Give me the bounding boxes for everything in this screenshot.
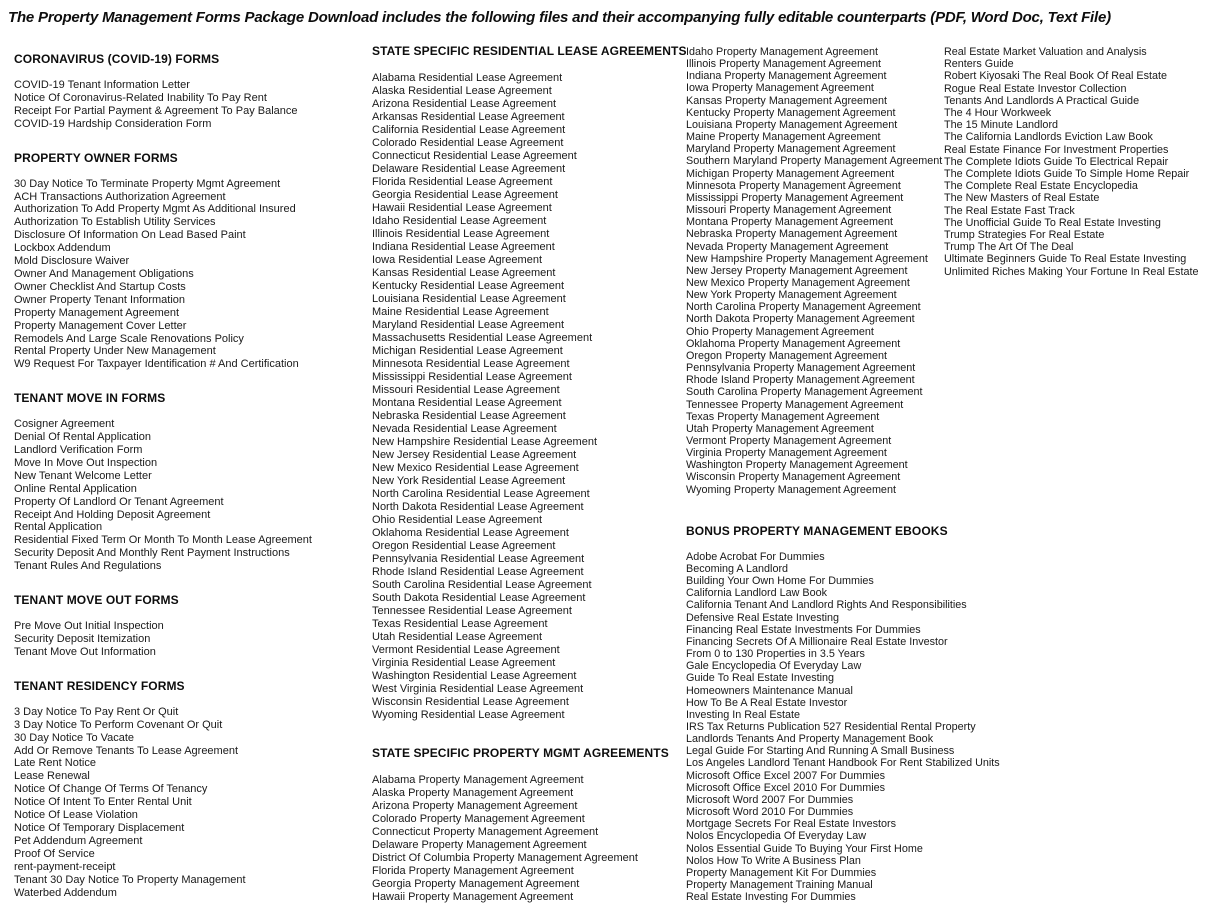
list-item: Receipt For Partial Payment & Agreement To Pay Balance xyxy=(14,104,298,117)
list-item: Notice Of Intent To Enter Rental Unit xyxy=(14,796,192,809)
list-item: Arizona Property Management Agreement xyxy=(372,800,578,812)
list-item: California Tenant And Landlord Rights And Responsibilities xyxy=(686,599,967,612)
list-item: The 4 Hour Workweek xyxy=(944,107,1052,120)
list-item: California Residential Lease Agreement xyxy=(372,124,566,136)
list-item: Owner Checklist And Startup Costs xyxy=(14,280,186,293)
list-item: Idaho Property Management Agreement xyxy=(686,46,879,58)
list-item: Massachusetts Residential Lease Agreement xyxy=(372,332,593,344)
list-item: Maryland Residential Lease Agreement xyxy=(372,319,565,331)
list-item: Nolos How To Write A Business Plan xyxy=(686,854,861,867)
list-item: Notice Of Temporary Displacement xyxy=(14,821,185,834)
list-item: Legal Guide For Starting And Running A Small Business xyxy=(686,745,955,758)
list-item: Add Or Remove Tenants To Lease Agreement xyxy=(14,744,239,757)
list-item: New Mexico Property Management Agreement xyxy=(686,276,910,289)
list-item: New Hampshire Property Management Agreement xyxy=(686,252,928,265)
section xyxy=(372,44,687,722)
list-item: North Carolina Property Management Agreement xyxy=(686,301,921,314)
list-item: Robert Kiyosaki The Real Book Of Real Estate xyxy=(944,70,1168,83)
list-item: Notice Of Coronavirus-Related Inability To Pay Rent xyxy=(14,91,267,104)
section-heading: STATE SPECIFIC RESIDENTIAL LEASE AGREEMENTS xyxy=(372,44,687,58)
list-item: Missouri Property Management Agreement xyxy=(686,204,892,217)
section xyxy=(14,391,366,573)
list-item: Kentucky Residential Lease Agreement xyxy=(372,280,565,292)
list-item: New Jersey Property Management Agreement xyxy=(686,264,908,277)
list-item: 3 Day Notice To Perform Covenant Or Quit xyxy=(14,718,223,731)
list-item: Arizona Residential Lease Agreement xyxy=(372,98,557,110)
list-item: Texas Residential Lease Agreement xyxy=(372,618,548,630)
list-item: Disclosure Of Information On Lead Based Paint xyxy=(14,229,246,242)
section-heading: STATE SPECIFIC PROPERTY MGMT AGREEMENTS xyxy=(372,746,669,760)
list-item: Wisconsin Property Management Agreement xyxy=(686,471,901,484)
list-item: Illinois Residential Lease Agreement xyxy=(372,228,550,240)
list-item: Louisiana Property Management Agreement xyxy=(686,118,898,131)
list-item: rent-payment-receipt xyxy=(14,860,116,873)
list-item: Oregon Property Management Agreement xyxy=(686,349,888,362)
list-item: Financing Secrets Of A Millionaire Real Estate Investor xyxy=(686,635,948,648)
list-item: Authorization To Add Property Mgmt As Additional Insured xyxy=(14,203,296,216)
list-item: Property Management Cover Letter xyxy=(14,319,187,332)
list-item: Gale Encyclopedia Of Everyday Law xyxy=(686,660,862,673)
list-item: ACH Transactions Authorization Agreement xyxy=(14,190,226,203)
list-item: Rogue Real Estate Investor Collection xyxy=(944,82,1127,95)
column-forms xyxy=(14,45,366,899)
list-item: Vermont Residential Lease Agreement xyxy=(372,644,560,656)
list-item: District Of Columbia Property Management Agreement xyxy=(372,852,638,864)
list-item: Proof Of Service xyxy=(14,847,95,860)
list-item: Utah Residential Lease Agreement xyxy=(372,631,542,643)
section xyxy=(944,46,1206,278)
section xyxy=(686,46,942,496)
list-item: Real Estate Market Valuation and Analysis xyxy=(944,46,1147,58)
list-item: The Complete Idiots Guide To Simple Home Repair xyxy=(944,168,1190,181)
list-item: Indiana Residential Lease Agreement xyxy=(372,241,555,253)
list-item: Tennessee Property Management Agreement xyxy=(686,398,904,411)
list-item: Waterbed Addendum xyxy=(14,886,117,899)
list-item: Remodels And Large Scale Renovations Policy xyxy=(14,332,244,345)
list-item: Oklahoma Property Management Agreement xyxy=(686,337,901,350)
list-item: Mold Disclosure Waiver xyxy=(14,255,130,268)
list-item: Tenant Rules And Regulations xyxy=(14,560,162,573)
list-item: Illinois Property Management Agreement xyxy=(686,58,882,71)
list-item: Wisconsin Residential Lease Agreement xyxy=(372,696,569,708)
list-item: Defensive Real Estate Investing xyxy=(686,611,840,624)
list-item: Denial Of Rental Application xyxy=(14,431,151,444)
list-item: Property Management Training Manual xyxy=(686,879,873,891)
list-item: Ohio Property Management Agreement xyxy=(686,325,874,338)
section-heading: BONUS PROPERTY MANAGEMENT EBOOKS xyxy=(686,523,948,538)
list-item: Nebraska Residential Lease Agreement xyxy=(372,410,566,422)
list-item: Microsoft Office Excel 2010 For Dummies xyxy=(686,781,886,794)
list-item: Online Rental Application xyxy=(14,482,137,495)
list-item: New Jersey Residential Lease Agreement xyxy=(372,449,577,461)
section xyxy=(14,593,366,659)
list-item: New Hampshire Residential Lease Agreement xyxy=(372,436,598,448)
list-item: North Dakota Property Management Agreement xyxy=(686,313,915,326)
list-item: The California Landlords Eviction Law Book xyxy=(944,131,1153,144)
list-item: Delaware Property Management Agreement xyxy=(372,839,587,851)
list-item: Connecticut Residential Lease Agreement xyxy=(372,150,577,162)
list-item: Nolos Essential Guide To Buying Your First Home xyxy=(686,842,923,855)
list-item: Authorization To Establish Utility Services xyxy=(14,216,216,229)
list-item: South Dakota Residential Lease Agreement xyxy=(372,592,586,604)
list-item: Ohio Residential Lease Agreement xyxy=(372,514,542,526)
list-item: 3 Day Notice To Pay Rent Or Quit xyxy=(14,705,179,718)
list-item: Oklahoma Residential Lease Agreement xyxy=(372,527,569,539)
list-item: The Complete Idiots Guide To Electrical Repair xyxy=(944,155,1169,168)
list-item: Late Rent Notice xyxy=(14,757,96,770)
list-item: Colorado Property Management Agreement xyxy=(372,813,585,825)
list-item: Montana Property Management Agreement xyxy=(686,216,894,229)
list-item: Maryland Property Management Agreement xyxy=(686,143,896,156)
list-item: Wyoming Property Management Agreement xyxy=(686,483,896,496)
list-item: From 0 to 130 Properties in 3.5 Years xyxy=(686,648,865,661)
section-heading: TENANT MOVE IN FORMS xyxy=(14,391,166,406)
list-item: Building Your Own Home For Dummies xyxy=(686,575,874,588)
list-item: How To Be A Real Estate Investor xyxy=(686,696,848,709)
list-item: California Landlord Law Book xyxy=(686,587,828,600)
list-item: COVID-19 Tenant Information Letter xyxy=(14,79,190,91)
page-title: The Property Management Forms Package Download includes the following files and their accompanying fully editable counterparts (PDF, Word Doc, Text File) xyxy=(8,9,1111,26)
section xyxy=(14,679,366,900)
list-item: Tenant 30 Day Notice To Property Management xyxy=(14,873,246,886)
list-item: Guide To Real Estate Investing xyxy=(686,672,835,685)
section xyxy=(686,523,1000,904)
list-item: Montana Residential Lease Agreement xyxy=(372,397,562,409)
list-item: Property Management Kit For Dummies xyxy=(686,866,877,879)
list-item: Real Estate Investing For Dummies xyxy=(686,891,856,904)
list-item: New York Property Management Agreement xyxy=(686,289,897,302)
list-item: New Mexico Residential Lease Agreement xyxy=(372,462,579,474)
list-item: Real Estate Finance For Investment Properties xyxy=(944,143,1169,156)
list-item: Maine Residential Lease Agreement xyxy=(372,306,549,318)
list-item: Nebraska Property Management Agreement xyxy=(686,228,898,241)
list-item: Notice Of Lease Violation xyxy=(14,809,138,822)
list-item: Alaska Residential Lease Agreement xyxy=(372,85,552,97)
list-item: Arkansas Residential Lease Agreement xyxy=(372,111,565,123)
list-item: Property Management Agreement xyxy=(14,306,180,319)
list-item: Virginia Residential Lease Agreement xyxy=(372,657,556,669)
list-item: Security Deposit Itemization xyxy=(14,633,151,645)
list-item: Alabama Residential Lease Agreement xyxy=(372,72,563,84)
list-item: Trump Strategies For Real Estate xyxy=(944,229,1105,242)
list-item: Missouri Residential Lease Agreement xyxy=(372,384,560,396)
list-item: Michigan Residential Lease Agreement xyxy=(372,345,563,357)
list-item: Microsoft Word 2010 For Dummies xyxy=(686,806,854,819)
list-item: Owner Property Tenant Information xyxy=(14,293,185,306)
list-item: Alaska Property Management Agreement xyxy=(372,787,574,799)
list-item: Trump The Art Of The Deal xyxy=(944,241,1074,254)
list-item: The Unofficial Guide To Real Estate Investing xyxy=(944,216,1161,229)
list-item: Minnesota Residential Lease Agreement xyxy=(372,358,570,370)
list-item: The Real Estate Fast Track xyxy=(944,204,1075,217)
list-item: Maine Property Management Agreement xyxy=(686,131,881,144)
list-item: Iowa Residential Lease Agreement xyxy=(372,254,542,266)
list-item: Homeowners Maintenance Manual xyxy=(686,684,853,697)
list-item: Lease Renewal xyxy=(14,770,90,783)
list-item: The New Masters of Real Estate xyxy=(944,192,1100,205)
list-item: Tenant Move Out Information xyxy=(14,645,156,658)
list-item: Investing In Real Estate xyxy=(686,708,801,721)
list-item: The Complete Real Estate Encyclopedia xyxy=(944,180,1138,193)
list-item: Microsoft Office Excel 2007 For Dummies xyxy=(686,769,886,782)
list-item: Georgia Property Management Agreement xyxy=(372,878,580,890)
list-item: Renters Guide xyxy=(944,58,1014,71)
list-item: Indiana Property Management Agreement xyxy=(686,70,887,83)
list-item: Colorado Residential Lease Agreement xyxy=(372,137,564,149)
list-item: Minnesota Property Management Agreement xyxy=(686,179,901,192)
list-item: Rental Application xyxy=(14,521,103,534)
list-item: South Carolina Property Management Agreement xyxy=(686,386,923,399)
list-item: Pet Addendum Agreement xyxy=(14,834,143,847)
list-item: Hawaii Property Management Agreement xyxy=(372,891,574,903)
list-item: Mortgage Secrets For Real Estate Investors xyxy=(686,818,897,831)
list-item: Kansas Property Management Agreement xyxy=(686,94,888,107)
list-item: Texas Property Management Agreement xyxy=(686,410,880,423)
list-item: Utah Property Management Agreement xyxy=(686,422,874,435)
list-item: Nevada Residential Lease Agreement xyxy=(372,423,557,435)
list-item: 30 Day Notice To Terminate Property Mgmt Agreement xyxy=(14,177,281,190)
list-item: Mississippi Property Management Agreement xyxy=(686,191,904,204)
list-item: Pennsylvania Property Management Agreement xyxy=(686,362,916,375)
column-ebooks-continued xyxy=(944,46,1206,278)
list-item: Receipt And Holding Deposit Agreement xyxy=(14,508,211,521)
list-item: Residential Fixed Term Or Month To Month Lease Agreement xyxy=(14,534,312,547)
list-item: Move In Move Out Inspection xyxy=(14,456,158,469)
list-item: Financing Real Estate Investments For Dummies xyxy=(686,623,921,636)
list-item: Becoming A Landlord xyxy=(686,562,789,575)
section-heading: PROPERTY OWNER FORMS xyxy=(14,150,178,165)
list-item: Washington Residential Lease Agreement xyxy=(372,670,577,682)
list-item: Connecticut Property Management Agreement xyxy=(372,826,599,838)
list-item: Florida Residential Lease Agreement xyxy=(372,176,553,188)
list-item: Nevada Property Management Agreement xyxy=(686,240,889,253)
list-item: Tennessee Residential Lease Agreement xyxy=(372,605,572,617)
list-item: Louisiana Residential Lease Agreement xyxy=(372,293,566,305)
list-item: Unlimited Riches Making Your Fortune In Real Estate xyxy=(944,265,1199,278)
list-item: New Tenant Welcome Letter xyxy=(14,469,152,482)
list-item: New York Residential Lease Agreement xyxy=(372,475,566,487)
list-item: Rhode Island Residential Lease Agreement xyxy=(372,566,584,578)
list-item: Mississippi Residential Lease Agreement xyxy=(372,371,572,383)
list-item: Pennsylvania Residential Lease Agreement xyxy=(372,553,585,565)
list-item: Owner And Management Obligations xyxy=(14,267,194,280)
list-item: Property Of Landlord Or Tenant Agreement xyxy=(14,495,224,508)
list-item: Hawaii Residential Lease Agreement xyxy=(372,202,552,214)
list-item: Virginia Property Management Agreement xyxy=(686,447,887,460)
list-item: Washington Property Management Agreement xyxy=(686,459,908,472)
list-item: Rhode Island Property Management Agreement xyxy=(686,374,915,387)
list-item: Southern Maryland Property Management Agreement xyxy=(686,155,943,168)
section-heading: TENANT MOVE OUT FORMS xyxy=(14,593,179,608)
list-item: Microsoft Word 2007 For Dummies xyxy=(686,793,854,806)
list-item: Adobe Acrobat For Dummies xyxy=(686,550,825,563)
list-item: Landlords Tenants And Property Management Book xyxy=(686,733,934,746)
section xyxy=(14,52,366,131)
list-item: IRS Tax Returns Publication 527 Residential Rental Property xyxy=(686,720,976,733)
list-item: Wyoming Residential Lease Agreement xyxy=(372,709,565,721)
list-item: Security Deposit And Monthly Rent Payment Instructions xyxy=(14,547,290,560)
section-heading: TENANT RESIDENCY FORMS xyxy=(14,678,185,693)
list-item: South Carolina Residential Lease Agreement xyxy=(372,579,592,591)
list-item: COVID-19 Hardship Consideration Form xyxy=(14,117,212,130)
column-state-lease-agreements xyxy=(372,44,687,904)
section xyxy=(372,746,684,904)
list-item: Idaho Residential Lease Agreement xyxy=(372,215,547,227)
list-item: Michigan Property Management Agreement xyxy=(686,167,895,180)
list-item: Georgia Residential Lease Agreement xyxy=(372,189,558,201)
list-item: W9 Request For Taxpayer Identification # And Certification xyxy=(14,358,299,371)
section-heading: CORONAVIRUS (COVID-19) FORMS xyxy=(14,52,220,66)
list-item: Cosigner Agreement xyxy=(14,418,115,431)
list-item: Landlord Verification Form xyxy=(14,444,143,457)
list-item: Pre Move Out Initial Inspection xyxy=(14,620,164,633)
list-item: Kentucky Property Management Agreement xyxy=(686,106,896,119)
list-item: Florida Property Management Agreement xyxy=(372,865,574,877)
list-item: North Dakota Residential Lease Agreement xyxy=(372,501,584,513)
list-item: Nolos Encyclopedia Of Everyday Law xyxy=(686,830,867,843)
list-item: Los Angeles Landlord Tenant Handbook For Rent Stabilized Units xyxy=(686,757,1000,770)
list-item: West Virginia Residential Lease Agreement xyxy=(372,683,584,695)
list-item: Delaware Residential Lease Agreement xyxy=(372,163,566,175)
list-item: Rental Property Under New Management xyxy=(14,345,216,358)
list-item: North Carolina Residential Lease Agreement xyxy=(372,488,590,500)
list-item: Ultimate Beginners Guide To Real Estate Investing xyxy=(944,253,1187,266)
list-item: Notice Of Change Of Terms Of Tenancy xyxy=(14,783,208,796)
list-item: Iowa Property Management Agreement xyxy=(686,82,874,95)
list-item: Alabama Property Management Agreement xyxy=(372,774,584,786)
list-item: Kansas Residential Lease Agreement xyxy=(372,267,556,279)
list-item: Oregon Residential Lease Agreement xyxy=(372,540,556,552)
list-item: 30 Day Notice To Vacate xyxy=(14,731,135,744)
section xyxy=(14,151,366,372)
list-item: The 15 Minute Landlord xyxy=(944,119,1059,132)
list-item: Lockbox Addendum xyxy=(14,242,111,255)
list-item: Tenants And Landlords A Practical Guide xyxy=(944,94,1140,107)
list-item: Vermont Property Management Agreement xyxy=(686,435,892,447)
